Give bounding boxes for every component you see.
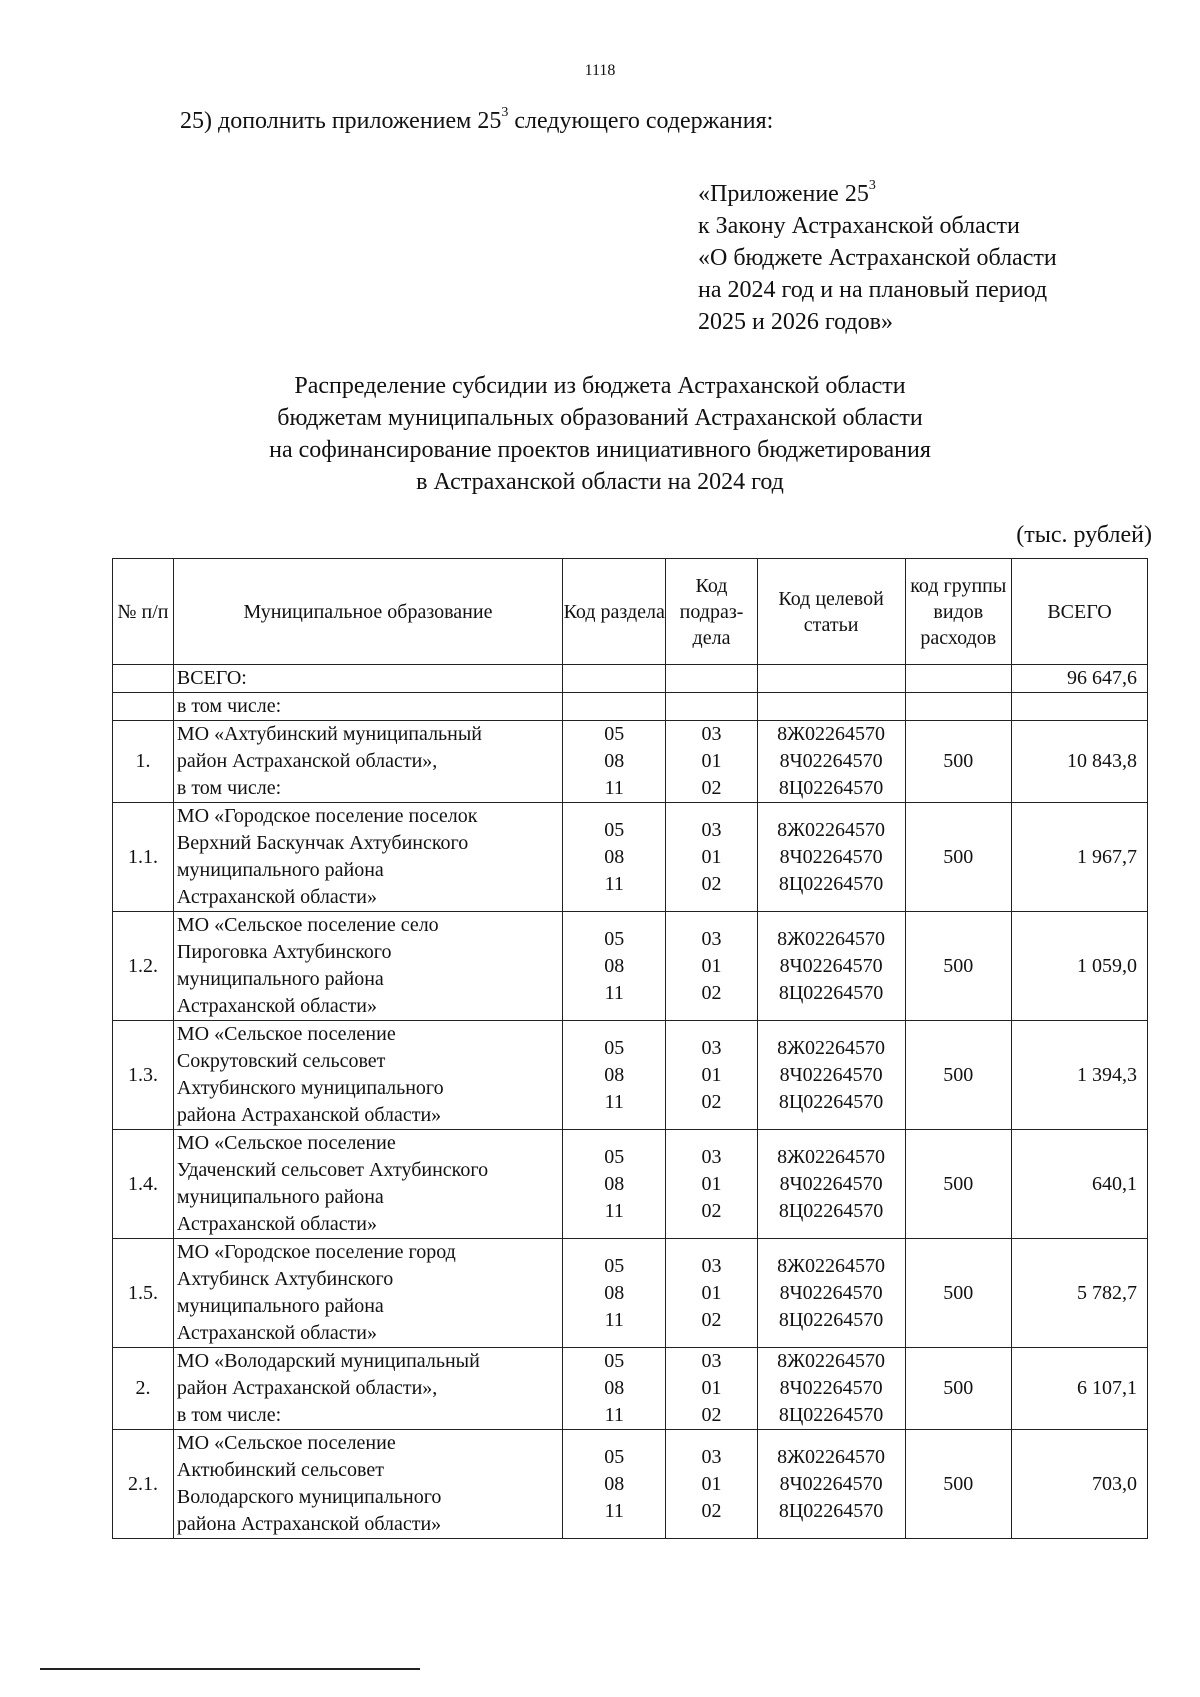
subsection-codes xyxy=(666,1239,757,1348)
name-line: МО «Сельское поселение село xyxy=(176,914,439,936)
target-code: 8Ц02264570 xyxy=(778,1404,884,1426)
target-codes xyxy=(757,721,905,803)
subsection-code: 03 xyxy=(701,927,722,950)
section-codes xyxy=(563,1348,666,1430)
subsection-code: 01 xyxy=(701,1281,722,1304)
section-code: 08 xyxy=(604,1472,625,1495)
section-code: 08 xyxy=(604,1063,625,1086)
header-subsection: Код подраз-дела xyxy=(666,559,757,665)
section-code: 11 xyxy=(604,1308,624,1331)
appendix-line-4: на 2024 год и на плановый период xyxy=(698,277,1048,303)
appendix-line-1 xyxy=(698,178,1057,210)
section-codes xyxy=(563,1130,666,1239)
municipality-name xyxy=(173,1430,562,1539)
row-total: 1 967,7 xyxy=(1012,803,1148,912)
table-row xyxy=(113,1430,1148,1539)
name-line: район Астраханской области», xyxy=(176,1377,438,1399)
target-code: 8Ч02264570 xyxy=(779,1172,883,1195)
empty-cell xyxy=(563,665,666,693)
row-number: 1.3. xyxy=(113,1021,174,1130)
table-row xyxy=(113,803,1148,912)
name-line: МО «Володарский муниципальный xyxy=(176,1350,480,1372)
section-code: 11 xyxy=(604,1404,624,1426)
subsection-codes xyxy=(666,1130,757,1239)
expense-group: 500 xyxy=(905,912,1012,1021)
target-code: 8Ж02264570 xyxy=(777,1145,886,1168)
intro-superscript: 3 xyxy=(501,105,509,120)
name-line: МО «Сельское поселение xyxy=(176,1132,396,1154)
including-row xyxy=(113,693,1148,721)
title-line: на софинансирование проектов инициативного бюджетирования xyxy=(269,437,931,463)
row-total: 1 394,3 xyxy=(1012,1021,1148,1130)
subsection-code: 02 xyxy=(701,1090,722,1113)
document-title xyxy=(150,370,1050,498)
subsection-code: 03 xyxy=(701,1254,722,1277)
empty-cell xyxy=(113,693,174,721)
table-row xyxy=(113,1239,1148,1348)
header-target: Код целевой статьи xyxy=(757,559,905,665)
target-code: 8Ж02264570 xyxy=(777,723,886,745)
table-row xyxy=(113,721,1148,803)
appendix-line-3: «О бюджете Астраханской области xyxy=(698,245,1057,271)
target-code: 8Ц02264570 xyxy=(778,1499,884,1522)
target-code: 8Ж02264570 xyxy=(777,1254,886,1277)
section-code: 08 xyxy=(604,1172,625,1195)
name-line: района Астраханской области» xyxy=(176,1513,442,1535)
name-line: Володарского муниципального xyxy=(176,1486,442,1508)
appendix-line-5: 2025 и 2026 годов» xyxy=(698,309,893,335)
empty-cell xyxy=(905,693,1012,721)
expense-group: 500 xyxy=(905,1130,1012,1239)
name-line: муниципального района xyxy=(176,1295,384,1317)
subsection-code: 03 xyxy=(701,1445,722,1468)
header-num: № п/п xyxy=(113,559,174,665)
title-line: в Астраханской области на 2024 год xyxy=(416,469,784,495)
empty-cell xyxy=(666,693,757,721)
subsection-code: 01 xyxy=(701,1472,722,1495)
target-codes xyxy=(757,1430,905,1539)
section-codes xyxy=(563,1021,666,1130)
name-line: Ахтубинск Ахтубинского xyxy=(176,1268,394,1290)
municipality-name xyxy=(173,1239,562,1348)
empty-cell xyxy=(905,665,1012,693)
name-line: района Астраханской области» xyxy=(176,1104,442,1126)
row-number: 1.5. xyxy=(113,1239,174,1348)
target-code: 8Ц02264570 xyxy=(778,981,884,1004)
row-total: 5 782,7 xyxy=(1012,1239,1148,1348)
target-code: 8Ч02264570 xyxy=(779,750,883,772)
target-codes xyxy=(757,1348,905,1430)
subsection-code: 02 xyxy=(701,1499,722,1522)
target-code: 8Ч02264570 xyxy=(779,1472,883,1495)
target-code: 8Ц02264570 xyxy=(778,1308,884,1331)
name-line: Сокрутовский сельсовет xyxy=(176,1050,386,1072)
name-line: МО «Городское поселение город xyxy=(176,1241,456,1263)
section-codes xyxy=(563,1239,666,1348)
total-row xyxy=(113,665,1148,693)
section-code: 08 xyxy=(604,954,625,977)
row-total: 640,1 xyxy=(1012,1130,1148,1239)
section-code: 05 xyxy=(604,818,625,841)
expense-group: 500 xyxy=(905,1021,1012,1130)
subsection-codes xyxy=(666,1021,757,1130)
name-line: район Астраханской области», xyxy=(176,750,438,772)
section-code: 08 xyxy=(604,750,625,772)
municipality-name xyxy=(173,1348,562,1430)
target-codes xyxy=(757,803,905,912)
row-number: 2.1. xyxy=(113,1430,174,1539)
header-name: Муниципальное образование xyxy=(173,559,562,665)
name-line: муниципального района xyxy=(176,859,384,881)
expense-group: 500 xyxy=(905,721,1012,803)
row-total: 10 843,8 xyxy=(1012,721,1148,803)
table-row xyxy=(113,1130,1148,1239)
expense-group: 500 xyxy=(905,803,1012,912)
subsection-code: 03 xyxy=(701,818,722,841)
section-code: 05 xyxy=(604,1145,625,1168)
appendix-superscript: 3 xyxy=(868,178,876,193)
subsection-code: 02 xyxy=(701,981,722,1004)
intro-line xyxy=(180,105,774,135)
row-number: 1.4. xyxy=(113,1130,174,1239)
target-code: 8Ц02264570 xyxy=(778,777,884,799)
subsection-code: 01 xyxy=(701,750,722,772)
row-number: 1. xyxy=(113,721,174,803)
row-total: 6 107,1 xyxy=(1012,1348,1148,1430)
title-line: Распределение субсидии из бюджета Астраханской области xyxy=(294,373,906,399)
empty-cell xyxy=(757,665,905,693)
target-codes xyxy=(757,1021,905,1130)
expense-group: 500 xyxy=(905,1348,1012,1430)
municipality-name xyxy=(173,803,562,912)
name-line: Удаченский сельсовет Ахтубинского xyxy=(176,1159,489,1181)
section-codes xyxy=(563,912,666,1021)
section-codes xyxy=(563,1430,666,1539)
section-code: 05 xyxy=(604,1350,625,1372)
name-line: Астраханской области» xyxy=(176,995,378,1017)
intro-prefix: 25) дополнить приложением 25 xyxy=(180,108,502,134)
target-codes xyxy=(757,1130,905,1239)
target-code: 8Ц02264570 xyxy=(778,1199,884,1222)
target-code: 8Ч02264570 xyxy=(779,954,883,977)
row-total: 703,0 xyxy=(1012,1430,1148,1539)
section-code: 11 xyxy=(604,1090,624,1113)
section-code: 11 xyxy=(604,777,624,799)
subsection-codes xyxy=(666,803,757,912)
subsection-code: 03 xyxy=(701,723,722,745)
name-line: муниципального района xyxy=(176,1186,384,1208)
units-label: (тыс. рублей) xyxy=(1016,522,1152,548)
name-line: МО «Ахтубинский муниципальный xyxy=(176,723,483,745)
target-code: 8Ч02264570 xyxy=(779,1281,883,1304)
target-codes xyxy=(757,1239,905,1348)
subsection-code: 01 xyxy=(701,1063,722,1086)
empty-cell xyxy=(1012,693,1148,721)
section-code: 11 xyxy=(604,1199,624,1222)
appendix-line-2: к Закону Астраханской области xyxy=(698,213,1020,239)
subsection-code: 02 xyxy=(701,777,722,799)
appendix-block xyxy=(698,178,1057,338)
subsection-code: 02 xyxy=(701,1404,722,1426)
subsection-codes xyxy=(666,721,757,803)
municipality-name xyxy=(173,1130,562,1239)
title-line: бюджетам муниципальных образований Астраханской области xyxy=(277,405,923,431)
row-number: 1.1. xyxy=(113,803,174,912)
empty-cell xyxy=(666,665,757,693)
table-row xyxy=(113,1348,1148,1430)
name-line: Астраханской области» xyxy=(176,886,378,908)
row-number: 1.2. xyxy=(113,912,174,1021)
footer-rule xyxy=(40,1668,420,1670)
name-line: в том числе: xyxy=(176,1404,282,1426)
name-line: Пироговка Ахтубинского xyxy=(176,941,392,963)
name-line: в том числе: xyxy=(176,777,282,799)
subsection-code: 01 xyxy=(701,845,722,868)
intro-suffix: следующего содержания: xyxy=(508,108,774,134)
empty-cell xyxy=(113,665,174,693)
section-code: 05 xyxy=(604,927,625,950)
section-code: 05 xyxy=(604,1254,625,1277)
subsection-code: 02 xyxy=(701,1308,722,1331)
including-label: в том числе: xyxy=(173,693,562,721)
subsection-code: 02 xyxy=(701,1199,722,1222)
municipality-name xyxy=(173,721,562,803)
empty-cell xyxy=(563,693,666,721)
subsection-code: 03 xyxy=(701,1145,722,1168)
subsection-code: 01 xyxy=(701,1172,722,1195)
name-line: муниципального района xyxy=(176,968,384,990)
target-code: 8Ж02264570 xyxy=(777,927,886,950)
municipality-name xyxy=(173,912,562,1021)
target-code: 8Ч02264570 xyxy=(779,1377,883,1399)
header-total: ВСЕГО xyxy=(1012,559,1148,665)
section-code: 05 xyxy=(604,723,625,745)
name-line: Верхний Баскунчак Ахтубинского xyxy=(176,832,469,854)
page-number: 1118 xyxy=(584,62,616,79)
section-code: 11 xyxy=(604,872,624,895)
name-line: МО «Сельское поселение xyxy=(176,1432,396,1454)
name-line: Ахтубинского муниципального xyxy=(176,1077,444,1099)
header-group: код группы видов расходов xyxy=(905,559,1012,665)
subsection-code: 03 xyxy=(701,1036,722,1059)
section-code: 05 xyxy=(604,1445,625,1468)
section-code: 08 xyxy=(604,1281,625,1304)
target-code: 8Ч02264570 xyxy=(779,1063,883,1086)
empty-cell xyxy=(757,693,905,721)
name-line: Астраханской области» xyxy=(176,1322,378,1344)
subsection-code: 01 xyxy=(701,954,722,977)
target-codes xyxy=(757,912,905,1021)
section-code: 11 xyxy=(604,1499,624,1522)
target-code: 8Ж02264570 xyxy=(777,1445,886,1468)
budget-table xyxy=(112,558,1148,1539)
section-code: 08 xyxy=(604,845,625,868)
section-code: 08 xyxy=(604,1377,625,1399)
subsection-code: 02 xyxy=(701,872,722,895)
name-line: Актюбинский сельсовет xyxy=(176,1459,384,1481)
table-row xyxy=(113,1021,1148,1130)
target-code: 8Ц02264570 xyxy=(778,872,884,895)
target-code: 8Ж02264570 xyxy=(777,1036,886,1059)
target-code: 8Ж02264570 xyxy=(777,1350,886,1372)
section-code: 05 xyxy=(604,1036,625,1059)
subsection-codes xyxy=(666,1348,757,1430)
row-total: 1 059,0 xyxy=(1012,912,1148,1021)
target-code: 8Ж02264570 xyxy=(777,818,886,841)
total-label: ВСЕГО: xyxy=(173,665,562,693)
name-line: МО «Сельское поселение xyxy=(176,1023,396,1045)
table-header-row xyxy=(113,559,1148,665)
subsection-codes xyxy=(666,912,757,1021)
section-code: 11 xyxy=(604,981,624,1004)
total-value: 96 647,6 xyxy=(1012,665,1148,693)
name-line: МО «Городское поселение поселок xyxy=(176,805,478,827)
expense-group: 500 xyxy=(905,1430,1012,1539)
table-row xyxy=(113,912,1148,1021)
subsection-code: 01 xyxy=(701,1377,722,1399)
municipality-name xyxy=(173,1021,562,1130)
appendix-label: «Приложение 25 xyxy=(698,181,869,207)
target-code: 8Ч02264570 xyxy=(779,845,883,868)
section-codes xyxy=(563,803,666,912)
name-line: Астраханской области» xyxy=(176,1213,378,1235)
target-code: 8Ц02264570 xyxy=(778,1090,884,1113)
header-section: Код раздела xyxy=(563,559,666,665)
row-number: 2. xyxy=(113,1348,174,1430)
section-codes xyxy=(563,721,666,803)
subsection-codes xyxy=(666,1430,757,1539)
subsection-code: 03 xyxy=(701,1350,722,1372)
expense-group: 500 xyxy=(905,1239,1012,1348)
